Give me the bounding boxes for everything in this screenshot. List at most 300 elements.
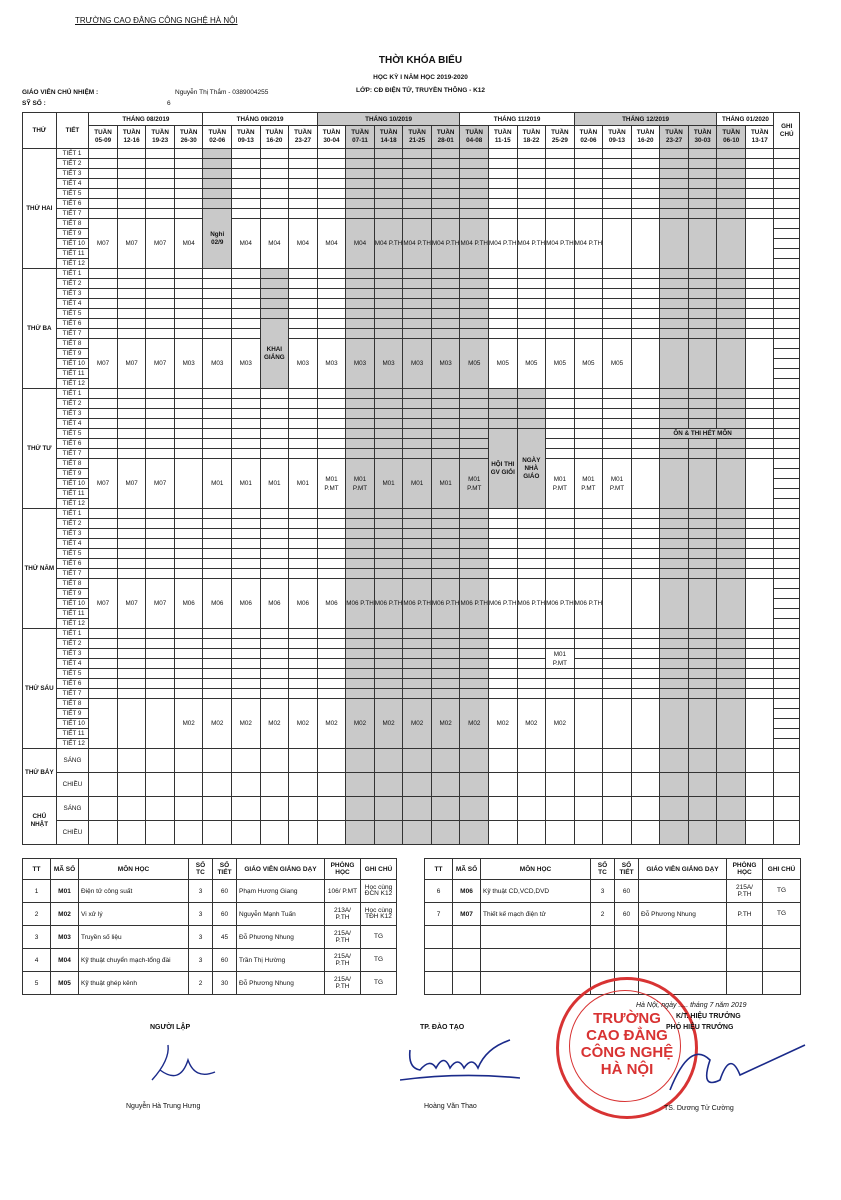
table-row	[23, 159, 800, 169]
period-label: TIẾT 3	[56, 529, 89, 539]
empty-cell	[717, 509, 746, 519]
legend-room: P.TH	[727, 903, 763, 926]
class-cell: M06	[317, 579, 346, 629]
week-header: TUẦN 07-11	[346, 126, 375, 149]
empty-cell	[203, 639, 232, 649]
empty-cell	[403, 449, 432, 459]
empty-cell	[660, 159, 689, 169]
empty-cell	[146, 519, 175, 529]
legend-note	[763, 926, 801, 949]
col-ghichu: GHI CHÚ	[774, 113, 800, 149]
empty-cell	[289, 299, 318, 309]
legend-code: M01	[51, 880, 79, 903]
empty-cell	[317, 629, 346, 639]
empty-cell	[688, 749, 717, 773]
class-cell: M01 P.MT	[346, 459, 375, 509]
empty-cell	[89, 689, 118, 699]
empty-cell	[546, 569, 575, 579]
empty-cell	[546, 159, 575, 169]
legend-row	[23, 949, 397, 972]
legend-header: SỐ TIẾT	[213, 859, 237, 880]
class-cell: M04 P.TH	[374, 219, 403, 269]
school-name: TRƯỜNG CAO ĐẲNG CÔNG NGHỆ HÀ NỘI	[75, 16, 238, 25]
week-header: TUẦN 14-18	[374, 126, 403, 149]
empty-cell	[717, 439, 746, 449]
class-cell: M06 P.TH	[346, 579, 375, 629]
empty-cell	[260, 399, 289, 409]
class-cell: M04	[289, 219, 318, 269]
empty-cell	[117, 409, 146, 419]
empty-cell	[146, 209, 175, 219]
note-cell	[774, 821, 800, 845]
empty-cell	[260, 449, 289, 459]
empty-cell	[174, 639, 203, 649]
empty-cell	[260, 639, 289, 649]
empty-cell	[688, 279, 717, 289]
empty-cell	[517, 179, 546, 189]
empty-cell	[460, 159, 489, 169]
empty-cell	[631, 773, 660, 797]
empty-cell	[688, 159, 717, 169]
empty-cell	[374, 679, 403, 689]
empty-cell	[631, 669, 660, 679]
empty-cell	[146, 529, 175, 539]
empty-cell	[631, 309, 660, 319]
empty-cell	[431, 319, 460, 329]
empty-cell	[517, 159, 546, 169]
empty-cell	[546, 399, 575, 409]
class-cell: M03	[203, 339, 232, 389]
table-row	[23, 797, 800, 821]
empty-cell	[374, 149, 403, 159]
empty-cell	[660, 773, 689, 797]
class-cell: M07	[117, 579, 146, 629]
class-cell: M07	[117, 459, 146, 509]
empty-cell	[688, 189, 717, 199]
empty-cell	[631, 399, 660, 409]
class-cell	[631, 699, 660, 749]
empty-cell	[260, 669, 289, 679]
table-row	[23, 149, 800, 159]
empty-cell	[460, 669, 489, 679]
empty-cell	[489, 199, 518, 209]
week-header: TUẦN 11-15	[489, 126, 518, 149]
legend-periods: 45	[213, 926, 237, 949]
empty-cell	[431, 189, 460, 199]
empty-cell	[574, 449, 603, 459]
empty-cell	[717, 639, 746, 649]
empty-cell	[289, 821, 318, 845]
empty-cell	[603, 509, 632, 519]
empty-cell	[546, 289, 575, 299]
empty-cell	[203, 439, 232, 449]
period-label: TIẾT 2	[56, 279, 89, 289]
empty-cell	[660, 389, 689, 399]
class-cell	[660, 579, 689, 629]
empty-cell	[374, 199, 403, 209]
day-name: THỨ SÁU	[23, 629, 57, 749]
note-cell	[774, 309, 800, 319]
note-cell	[774, 169, 800, 179]
empty-cell	[660, 169, 689, 179]
class-cell: M03	[289, 339, 318, 389]
empty-cell	[146, 559, 175, 569]
empty-cell	[489, 279, 518, 289]
table-row	[23, 509, 800, 519]
class-cell: M01 P.MT	[546, 459, 575, 509]
empty-cell	[374, 539, 403, 549]
empty-cell	[203, 179, 232, 189]
week-header: TUẦN 18-22	[517, 126, 546, 149]
class-cell: M03	[346, 339, 375, 389]
legend-tc: 2	[189, 972, 213, 995]
class-cell: M04	[346, 219, 375, 269]
empty-cell	[146, 629, 175, 639]
legend-note: TG	[361, 972, 397, 995]
note-cell	[774, 639, 800, 649]
empty-cell	[660, 629, 689, 639]
empty-cell	[146, 429, 175, 439]
empty-cell	[603, 439, 632, 449]
empty-cell	[403, 569, 432, 579]
empty-cell	[289, 439, 318, 449]
empty-cell	[631, 649, 660, 659]
legend-tt	[425, 972, 453, 995]
period-label: TIẾT 12	[56, 619, 89, 629]
class-cell	[688, 219, 717, 269]
empty-cell	[574, 749, 603, 773]
empty-cell	[431, 279, 460, 289]
legend-tt: 3	[23, 926, 51, 949]
empty-cell	[203, 509, 232, 519]
empty-cell	[174, 749, 203, 773]
empty-cell	[631, 679, 660, 689]
empty-cell	[117, 189, 146, 199]
table-row	[23, 409, 800, 419]
note-cell	[774, 329, 800, 339]
empty-cell	[517, 329, 546, 339]
empty-cell	[174, 797, 203, 821]
empty-cell	[688, 419, 717, 429]
class-cell	[688, 579, 717, 629]
note-cell	[774, 219, 800, 229]
empty-cell	[431, 409, 460, 419]
empty-cell	[688, 399, 717, 409]
empty-cell	[517, 389, 546, 399]
empty-cell	[89, 319, 118, 329]
empty-cell	[174, 189, 203, 199]
empty-cell	[603, 639, 632, 649]
empty-cell	[688, 309, 717, 319]
class-cell: M07	[117, 219, 146, 269]
legend-code: M02	[51, 903, 79, 926]
empty-cell	[688, 669, 717, 679]
empty-cell	[374, 169, 403, 179]
empty-cell	[660, 559, 689, 569]
empty-cell	[574, 199, 603, 209]
empty-cell	[317, 419, 346, 429]
class-cell: M06 P.TH	[517, 579, 546, 629]
class-cell: M07	[89, 459, 118, 509]
legend-tt: 4	[23, 949, 51, 972]
empty-cell	[89, 409, 118, 419]
legend-header: GHI CHÚ	[763, 859, 801, 880]
empty-cell	[546, 509, 575, 519]
empty-cell	[603, 749, 632, 773]
legend-code	[453, 972, 481, 995]
empty-cell	[717, 419, 746, 429]
empty-cell	[546, 679, 575, 689]
empty-cell	[574, 269, 603, 279]
empty-cell	[717, 679, 746, 689]
legend-header: MÔN HỌC	[481, 859, 591, 880]
week-header: TUẦN 02-06	[203, 126, 232, 149]
empty-cell	[146, 569, 175, 579]
empty-cell	[203, 159, 232, 169]
empty-cell	[403, 199, 432, 209]
empty-cell	[460, 169, 489, 179]
empty-cell	[289, 509, 318, 519]
empty-cell	[203, 559, 232, 569]
empty-cell	[117, 329, 146, 339]
table-row	[23, 539, 800, 549]
empty-cell	[574, 649, 603, 659]
note-cell	[774, 519, 800, 529]
empty-cell	[146, 279, 175, 289]
empty-cell	[146, 159, 175, 169]
day-name: CHỦ NHẬT	[23, 797, 57, 845]
empty-cell	[489, 189, 518, 199]
empty-cell	[660, 519, 689, 529]
empty-cell	[289, 749, 318, 773]
empty-cell	[546, 169, 575, 179]
class-cell	[603, 219, 632, 269]
empty-cell	[631, 509, 660, 519]
empty-cell	[146, 669, 175, 679]
empty-cell	[89, 569, 118, 579]
empty-cell	[232, 559, 261, 569]
empty-cell	[517, 689, 546, 699]
class-cell	[146, 699, 175, 749]
empty-cell	[660, 299, 689, 309]
empty-cell	[260, 689, 289, 699]
class-cell	[717, 459, 746, 509]
class-cell: M07	[117, 339, 146, 389]
table-row	[23, 559, 800, 569]
empty-cell	[517, 749, 546, 773]
period-label: TIẾT 9	[56, 589, 89, 599]
empty-cell	[403, 159, 432, 169]
note-cell	[774, 599, 800, 609]
empty-cell	[89, 821, 118, 845]
empty-cell	[688, 179, 717, 189]
empty-cell	[374, 429, 403, 439]
legend-tc	[591, 926, 615, 949]
empty-cell	[688, 659, 717, 669]
empty-cell	[546, 199, 575, 209]
table-row	[23, 679, 800, 689]
empty-cell	[203, 269, 232, 279]
empty-cell	[688, 629, 717, 639]
empty-cell	[517, 529, 546, 539]
empty-cell	[403, 439, 432, 449]
empty-cell	[603, 519, 632, 529]
empty-cell	[117, 509, 146, 519]
empty-cell	[745, 279, 774, 289]
empty-cell	[232, 449, 261, 459]
empty-cell	[232, 399, 261, 409]
table-row	[23, 299, 800, 309]
legend-note	[763, 972, 801, 995]
legend-room	[727, 949, 763, 972]
empty-cell	[603, 669, 632, 679]
empty-cell	[574, 549, 603, 559]
class-cell	[603, 579, 632, 629]
empty-cell	[317, 509, 346, 519]
empty-cell	[174, 429, 203, 439]
class-cell	[660, 339, 689, 389]
empty-cell	[603, 773, 632, 797]
empty-cell	[603, 159, 632, 169]
empty-cell	[460, 409, 489, 419]
empty-cell	[289, 149, 318, 159]
empty-cell	[346, 569, 375, 579]
empty-cell	[517, 209, 546, 219]
empty-cell	[203, 539, 232, 549]
empty-cell	[289, 549, 318, 559]
empty-cell	[717, 749, 746, 773]
empty-cell	[317, 569, 346, 579]
empty-cell	[745, 519, 774, 529]
empty-cell	[717, 629, 746, 639]
empty-cell	[603, 289, 632, 299]
table-row	[23, 821, 800, 845]
class-cell: M06	[260, 579, 289, 629]
empty-cell	[146, 419, 175, 429]
empty-cell	[660, 649, 689, 659]
note-cell	[774, 419, 800, 429]
empty-cell	[232, 319, 261, 329]
week-header: TUẦN 05-09	[89, 126, 118, 149]
empty-cell	[89, 189, 118, 199]
legend-header: SỐ TC	[591, 859, 615, 880]
empty-cell	[260, 679, 289, 689]
empty-cell	[346, 689, 375, 699]
empty-cell	[660, 269, 689, 279]
empty-cell	[203, 649, 232, 659]
principal-name: TS. Dương Tử Cường	[664, 1105, 734, 1112]
empty-cell	[660, 749, 689, 773]
empty-cell	[174, 649, 203, 659]
empty-cell	[374, 773, 403, 797]
legend-room: 213A/ P.TH	[325, 903, 361, 926]
empty-cell	[317, 679, 346, 689]
period-label: TIẾT 7	[56, 329, 89, 339]
empty-cell	[232, 439, 261, 449]
legend-header: TT	[23, 859, 51, 880]
stamp-line: TRƯỜNG	[593, 1010, 661, 1027]
empty-cell	[117, 821, 146, 845]
empty-cell	[260, 279, 289, 289]
legend-subject: Kỹ thuật CD,VCD,DVD	[481, 880, 591, 903]
note-cell	[774, 189, 800, 199]
training-signature	[400, 1038, 520, 1088]
legend-note	[763, 949, 801, 972]
legend-subject	[481, 972, 591, 995]
empty-cell	[603, 559, 632, 569]
empty-cell	[546, 179, 575, 189]
empty-cell	[260, 569, 289, 579]
empty-cell	[346, 159, 375, 169]
empty-cell	[574, 539, 603, 549]
period-label: TIẾT 8	[56, 339, 89, 349]
empty-cell	[232, 199, 261, 209]
legend-header: MÃ SỐ	[453, 859, 481, 880]
empty-cell	[460, 179, 489, 189]
empty-cell	[745, 319, 774, 329]
class-cell: M01 P.MT	[574, 459, 603, 509]
empty-cell	[745, 669, 774, 679]
empty-cell	[346, 279, 375, 289]
empty-cell	[574, 689, 603, 699]
empty-cell	[174, 539, 203, 549]
day-name: THỨ TƯ	[23, 389, 57, 509]
empty-cell	[431, 509, 460, 519]
empty-cell	[289, 159, 318, 169]
empty-cell	[374, 159, 403, 169]
legend-tt	[425, 926, 453, 949]
empty-cell	[374, 179, 403, 189]
empty-cell	[745, 159, 774, 169]
training-title: TP. ĐÀO TẠO	[420, 1024, 465, 1031]
empty-cell	[431, 299, 460, 309]
period-label: TIẾT 9	[56, 229, 89, 239]
empty-cell	[117, 649, 146, 659]
empty-cell	[203, 299, 232, 309]
empty-cell	[374, 269, 403, 279]
empty-cell	[631, 189, 660, 199]
empty-cell	[174, 279, 203, 289]
empty-cell	[660, 689, 689, 699]
empty-cell	[203, 669, 232, 679]
empty-cell	[317, 309, 346, 319]
empty-cell	[117, 199, 146, 209]
empty-cell	[203, 279, 232, 289]
class-cell	[574, 699, 603, 749]
empty-cell	[374, 529, 403, 539]
empty-cell	[203, 659, 232, 669]
empty-cell	[717, 689, 746, 699]
empty-cell	[631, 409, 660, 419]
empty-cell	[489, 689, 518, 699]
empty-cell	[460, 189, 489, 199]
empty-cell	[174, 399, 203, 409]
empty-cell	[688, 299, 717, 309]
empty-cell	[603, 549, 632, 559]
table-row	[23, 773, 800, 797]
empty-cell	[431, 449, 460, 459]
empty-cell	[574, 429, 603, 439]
empty-cell	[489, 519, 518, 529]
empty-cell	[174, 159, 203, 169]
note-cell	[774, 459, 800, 469]
empty-cell	[232, 289, 261, 299]
empty-cell	[688, 539, 717, 549]
empty-cell	[431, 689, 460, 699]
empty-cell	[403, 299, 432, 309]
period-label: TIẾT 10	[56, 599, 89, 609]
empty-cell	[317, 749, 346, 773]
